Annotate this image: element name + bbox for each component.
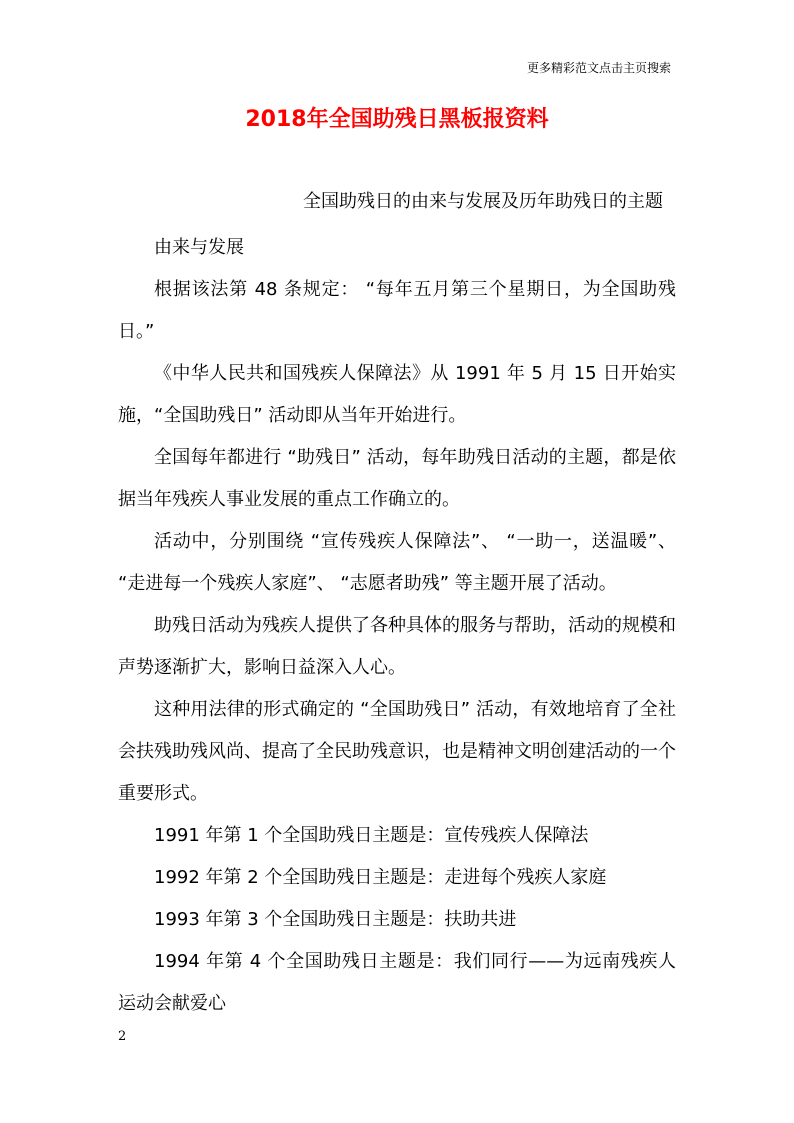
header-note: 更多精彩范文点击主页搜索	[526, 61, 671, 75]
theme-list-item: 1993 年第 3 个全国助残日主题是：扶助共进	[154, 909, 517, 930]
paragraph: 《中华人民共和国残疾人保障法》从 1991 年 5 月 15 日开始实施，“全国助残日” 活动即从当年开始进行。	[118, 363, 676, 426]
paragraph: 这种用法律的形式确定的 “全国助残日” 活动，有效地培育了全社会扶残助残风尚、提高了全民助残意识，也是精神文明创建活动的一个重要形式。	[118, 699, 676, 804]
document-title: 2018年全国助残日黑板报资料	[245, 107, 549, 132]
document-body	[118, 227, 676, 1025]
theme-list-item: 1992 年第 2 个全国助残日主题是：走进每个残疾人家庭	[154, 867, 607, 888]
theme-list-item: 1991 年第 1 个全国助残日主题是：宣传残疾人保障法	[154, 825, 589, 846]
paragraph: 活动中，分别围绕 “宣传残疾人保障法”、 “一助一，送温暖”、 “走进每一个残疾人家庭”、 “志愿者助残” 等主题开展了活动。	[118, 531, 676, 594]
section-heading: 由来与发展	[154, 237, 244, 258]
theme-list-item: 1994 年第 4 个全国助残日主题是：我们同行——为远南残疾人运动会献爱心	[118, 951, 676, 1014]
page-number: 2	[118, 1029, 127, 1044]
document-subtitle: 全国助残日的由来与发展及历年助残日的主题	[303, 191, 663, 212]
paragraph: 全国每年都进行 “助残日” 活动，每年助残日活动的主题，都是依据当年残疾人事业发展的重点工作确立的。	[118, 447, 676, 510]
paragraph: 根据该法第 48 条规定： “每年五月第三个星期日，为全国助残日。”	[118, 279, 676, 342]
paragraph: 助残日活动为残疾人提供了各种具体的服务与帮助，活动的规模和声势逐渐扩大，影响日益深入人心。	[118, 615, 676, 678]
